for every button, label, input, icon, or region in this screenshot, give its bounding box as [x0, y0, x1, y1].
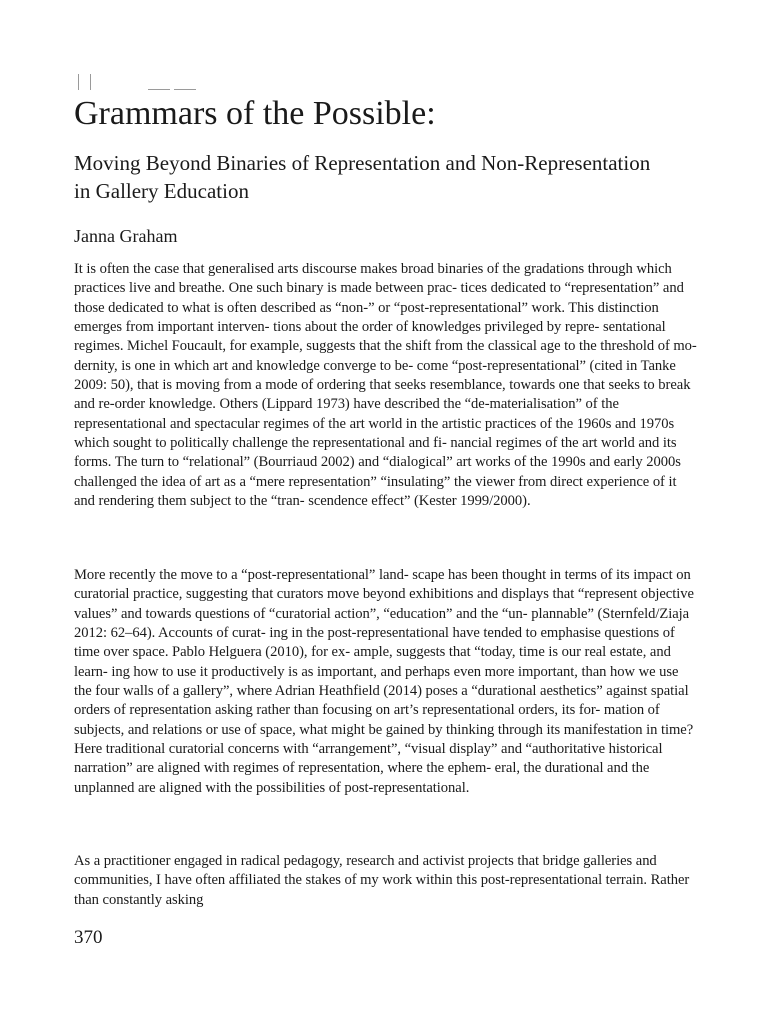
header-rule-mark [78, 74, 79, 90]
article-author: Janna Graham [74, 226, 178, 246]
body-paragraph: More recently the move to a “post-representational” land- scape has been thought in terms of its impact on curatorial practice, suggesting that curators move beyond exhibitions and displays that “represent objective values” and towards questions of “curatorial action”, “education” and the “un- plannable” (Sternfeld/Ziaja 2012: 62–64). Accounts of curat- ing in the post-representational have tended to emphasise questions of time over space. Pablo Helguera (2010), for ex- ample, suggests that “today, time is our real estate, and learn- ing how to use it productively is as important, and perhaps even more important, than how we use the four walls of a gallery”, where Adrian Heathfield (2014) poses a “durational aesthetics” against spatial orders of representation asking rather than focusing on art’s representational orders, its for- mation of subjects, and relations or use of space, what might be gained by thinking through its manifestation in time? Here traditional curatorial concerns with “arrangement”, “visual display” and “authoritative historical narration” are aligned with regimes of representation, where the ephem- eral, the durational and the unplanned are aligned with the possibilities of post-representational. [74, 567, 694, 796]
running-header-marks [74, 70, 234, 92]
article-title: Grammars of the Possible: [74, 95, 436, 132]
body-paragraph: It is often the case that generalised arts discourse makes broad binaries of the gradations through which practices live and breathe. One such binary is made between prac- tices dedicated to “representation” and those dedicated to what is often described as “non-” or “post-representational” work. This distinction emerges from important interven- tions about the order of knowledges privileged by repre- sentational regimes. Michel Foucault, for example, suggests that the shift from the classical age to the threshold of mo- dernity, is one in which art and knowledge converge to be- come “post-representational” (cited in Tanke 2009: 50), that is moving from a mode of ordering that seeks resemblance, towards one that seeks to break and re-order knowledge. Others (Lippard 1973) have described the “de-materialisation” of the representational and spectacular regimes of the art world in the artistic practices of the 1960s and 1970s which sought to politically challenge the representational and fi- nancial regimes of the art world and its forms. The turn to “relational” (Bourriaud 2002) and “dialogical” art works of the 1990s and early 2000s challenged the idea of art as a “mere representation” “insulating” the viewer from direct experience of it and rendering them subject to the “tran- scendence effect” (Kester 1999/2000). [74, 261, 697, 510]
header-rule-line [148, 89, 170, 90]
header-rule-line [174, 89, 196, 90]
article-subtitle: Moving Beyond Binaries of Representation and Non-Representation in Gallery Education [74, 151, 651, 203]
header-rule-mark [90, 74, 91, 90]
body-paragraph: As a practitioner engaged in radical pedagogy, research and activist projects that bridge galleries and communities, I have often affiliated the stakes of my work within this post-representational terrain. Rather than constantly asking [74, 853, 690, 908]
page-number: 370 [74, 927, 103, 948]
